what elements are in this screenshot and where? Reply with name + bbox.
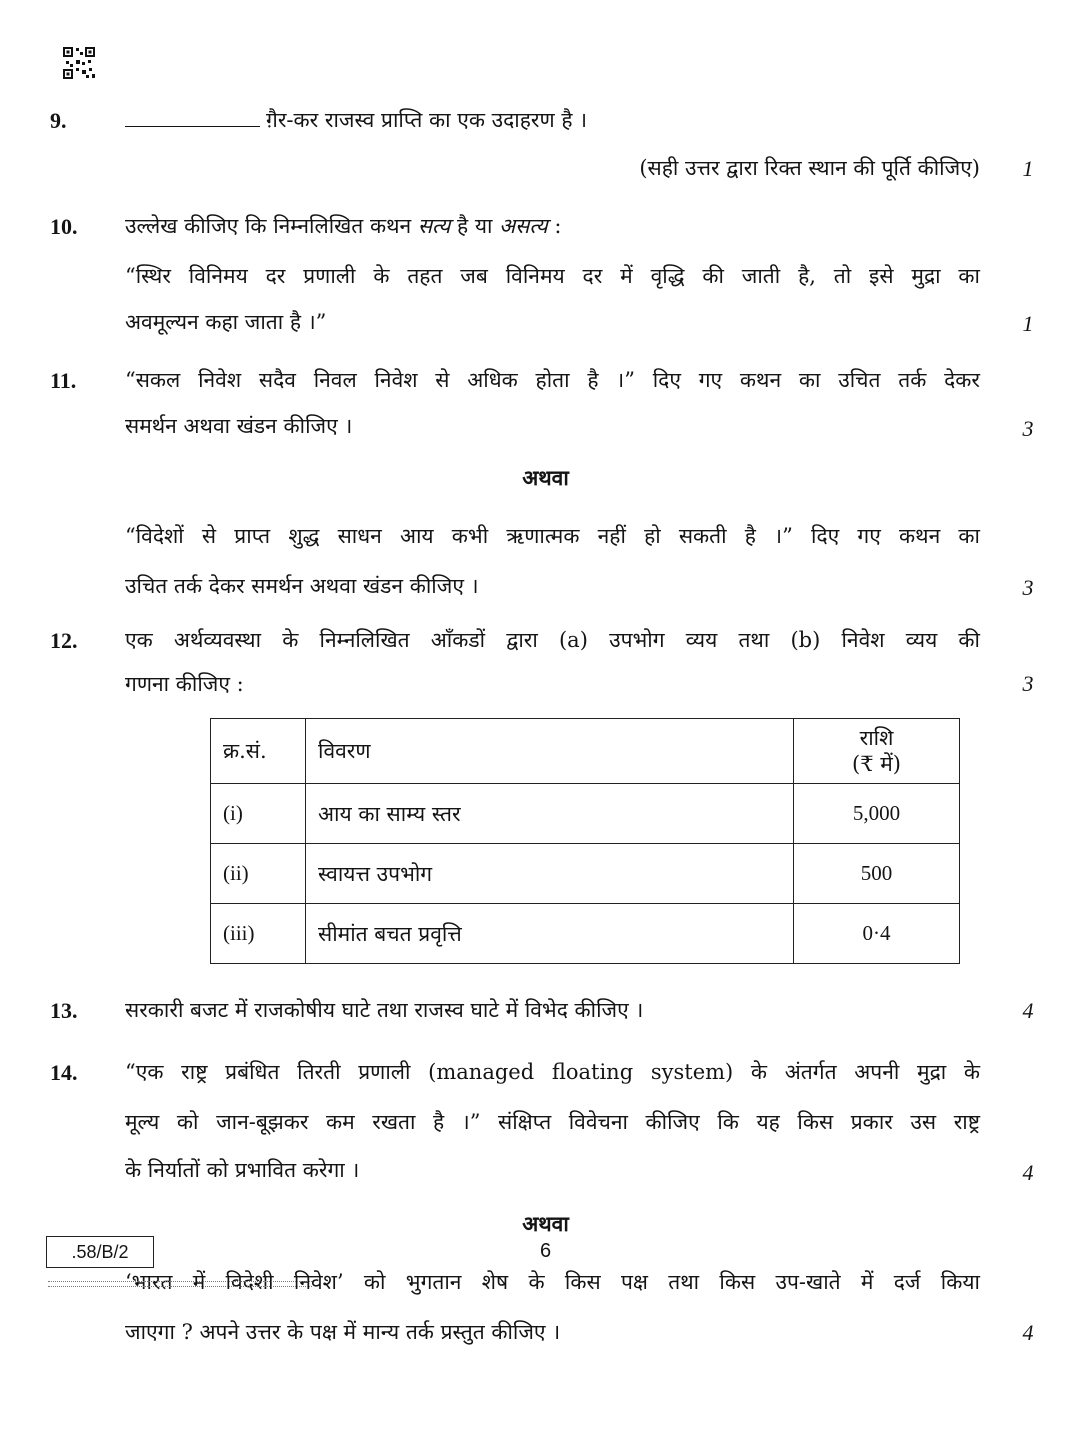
question-10-marks: 1 bbox=[1022, 311, 1034, 336]
question-10-mid: है या bbox=[457, 214, 493, 238]
question-9-instruction: (सही उत्तर द्वारा रिक्त स्थान की पूर्ति कीजिए) bbox=[639, 156, 980, 180]
question-11-alt-marks: 3 bbox=[1022, 575, 1034, 600]
row-desc: आय का साम्य स्तर bbox=[306, 784, 794, 844]
answer-blank bbox=[125, 108, 260, 127]
question-14-number: 14. bbox=[50, 1060, 78, 1085]
question-10-number: 10. bbox=[50, 214, 78, 239]
question-9-number: 9. bbox=[50, 108, 67, 133]
question-9-text bbox=[125, 106, 980, 134]
question-13-number: 13. bbox=[50, 998, 78, 1023]
question-14-line-2: मूल्य को जान-बूझकर कम रखता है ।” संक्षिप्त विवेचना कीजिए कि यह किस प्रकार उस राष्ट्र bbox=[125, 1110, 980, 1134]
question-14-alt-marks: 4 bbox=[1022, 1320, 1034, 1345]
question-11-alt-line-2: उचित तर्क देकर समर्थन अथवा खंडन कीजिए । bbox=[125, 574, 479, 598]
question-12-line-2: गणना कीजिए : bbox=[125, 672, 244, 696]
row-desc: स्वायत्त उपभोग bbox=[306, 844, 794, 904]
row-amount: 5,000 bbox=[794, 784, 960, 844]
question-14-line-3: के निर्यातों को प्रभावित करेगा । bbox=[125, 1158, 360, 1182]
question-14-alt-line-1: ‘भारत में विदेशी निवेश’ को भुगतान शेष के किस पक्ष तथा किस उप-खाते में दर्ज किया bbox=[125, 1270, 980, 1294]
table-row bbox=[211, 784, 960, 844]
table-row bbox=[211, 844, 960, 904]
false-word: असत्य bbox=[499, 214, 548, 238]
question-11-alt-line-1: “विदेशों से प्राप्त शुद्ध साधन आय कभी ऋणात्मक नहीं हो सकती है ।” दिए गए कथन का bbox=[125, 524, 980, 548]
header-amount bbox=[794, 719, 960, 784]
row-sno: (ii) bbox=[211, 844, 306, 904]
table-row bbox=[211, 904, 960, 964]
row-sno: (i) bbox=[211, 784, 306, 844]
row-desc: सीमांत बचत प्रवृत्ति bbox=[306, 904, 794, 964]
row-sno: (iii) bbox=[211, 904, 306, 964]
header-amount-line-1: राशि bbox=[859, 726, 894, 750]
question-10-statement-line-2: अवमूल्यन कहा जाता है ।” bbox=[125, 310, 327, 334]
question-11-or-label: अथवा bbox=[522, 465, 569, 490]
table-header-row bbox=[211, 719, 960, 784]
page-number: 6 bbox=[539, 1240, 552, 1262]
question-12-line-1: एक अर्थव्यवस्था के निम्नलिखित आँकडों द्वारा (a) उपभोग व्यय तथा (b) निवेश व्यय की bbox=[125, 628, 980, 652]
true-word: सत्य bbox=[417, 214, 451, 238]
question-12-marks: 3 bbox=[1022, 671, 1034, 696]
security-microtext-line bbox=[48, 1281, 312, 1287]
data-table bbox=[210, 718, 960, 964]
question-11-line-1: “सकल निवेश सदैव निवल निवेश से अधिक होता है ।” दिए गए कथन का उचित तर्क देकर bbox=[125, 368, 980, 392]
question-10-statement-line-1: “स्थिर विनिमय दर प्रणाली के तहत जब विनिमय दर में वृद्धि की जाती है, तो इसे मुद्रा का bbox=[125, 264, 980, 288]
paper-code: .58/B/2 bbox=[46, 1236, 154, 1268]
question-13-marks: 4 bbox=[1022, 998, 1034, 1023]
row-amount: 0·4 bbox=[794, 904, 960, 964]
question-12-number: 12. bbox=[50, 628, 78, 653]
question-13-line-1: सरकारी बजट में राजकोषीय घाटे तथा राजस्व घाटे में विभेद कीजिए । bbox=[125, 998, 644, 1022]
question-10-colon: : bbox=[554, 214, 562, 238]
question-14-line-1: “एक राष्ट्र प्रबंधित तिरती प्रणाली (managed floating system) के अंतर्गत अपनी मुद्रा के bbox=[125, 1060, 980, 1084]
question-9-marks: 1 bbox=[1022, 156, 1034, 181]
question-14-marks: 4 bbox=[1022, 1160, 1034, 1185]
header-desc: विवरण bbox=[306, 719, 794, 784]
question-11-marks: 3 bbox=[1022, 416, 1034, 441]
question-11-number: 11. bbox=[50, 368, 77, 393]
question-11-line-2: समर्थन अथवा खंडन कीजिए । bbox=[125, 414, 353, 438]
question-10-prefix: उल्लेख कीजिए कि निम्नलिखित कथन bbox=[125, 214, 412, 238]
qr-code-icon bbox=[62, 46, 96, 80]
question-9-statement: ग़ैर-कर राजस्व प्राप्ति का एक उदाहरण है । bbox=[266, 108, 588, 132]
question-14-alt-line-2: जाएगा ? अपने उत्तर के पक्ष में मान्य तर्क प्रस्तुत कीजिए । bbox=[125, 1320, 561, 1344]
question-10-prompt bbox=[125, 212, 980, 240]
row-amount: 500 bbox=[794, 844, 960, 904]
question-14-or-label: अथवा bbox=[522, 1211, 569, 1236]
header-sno: क्र.सं. bbox=[211, 719, 306, 784]
header-amount-line-2: (₹ में) bbox=[852, 752, 901, 776]
